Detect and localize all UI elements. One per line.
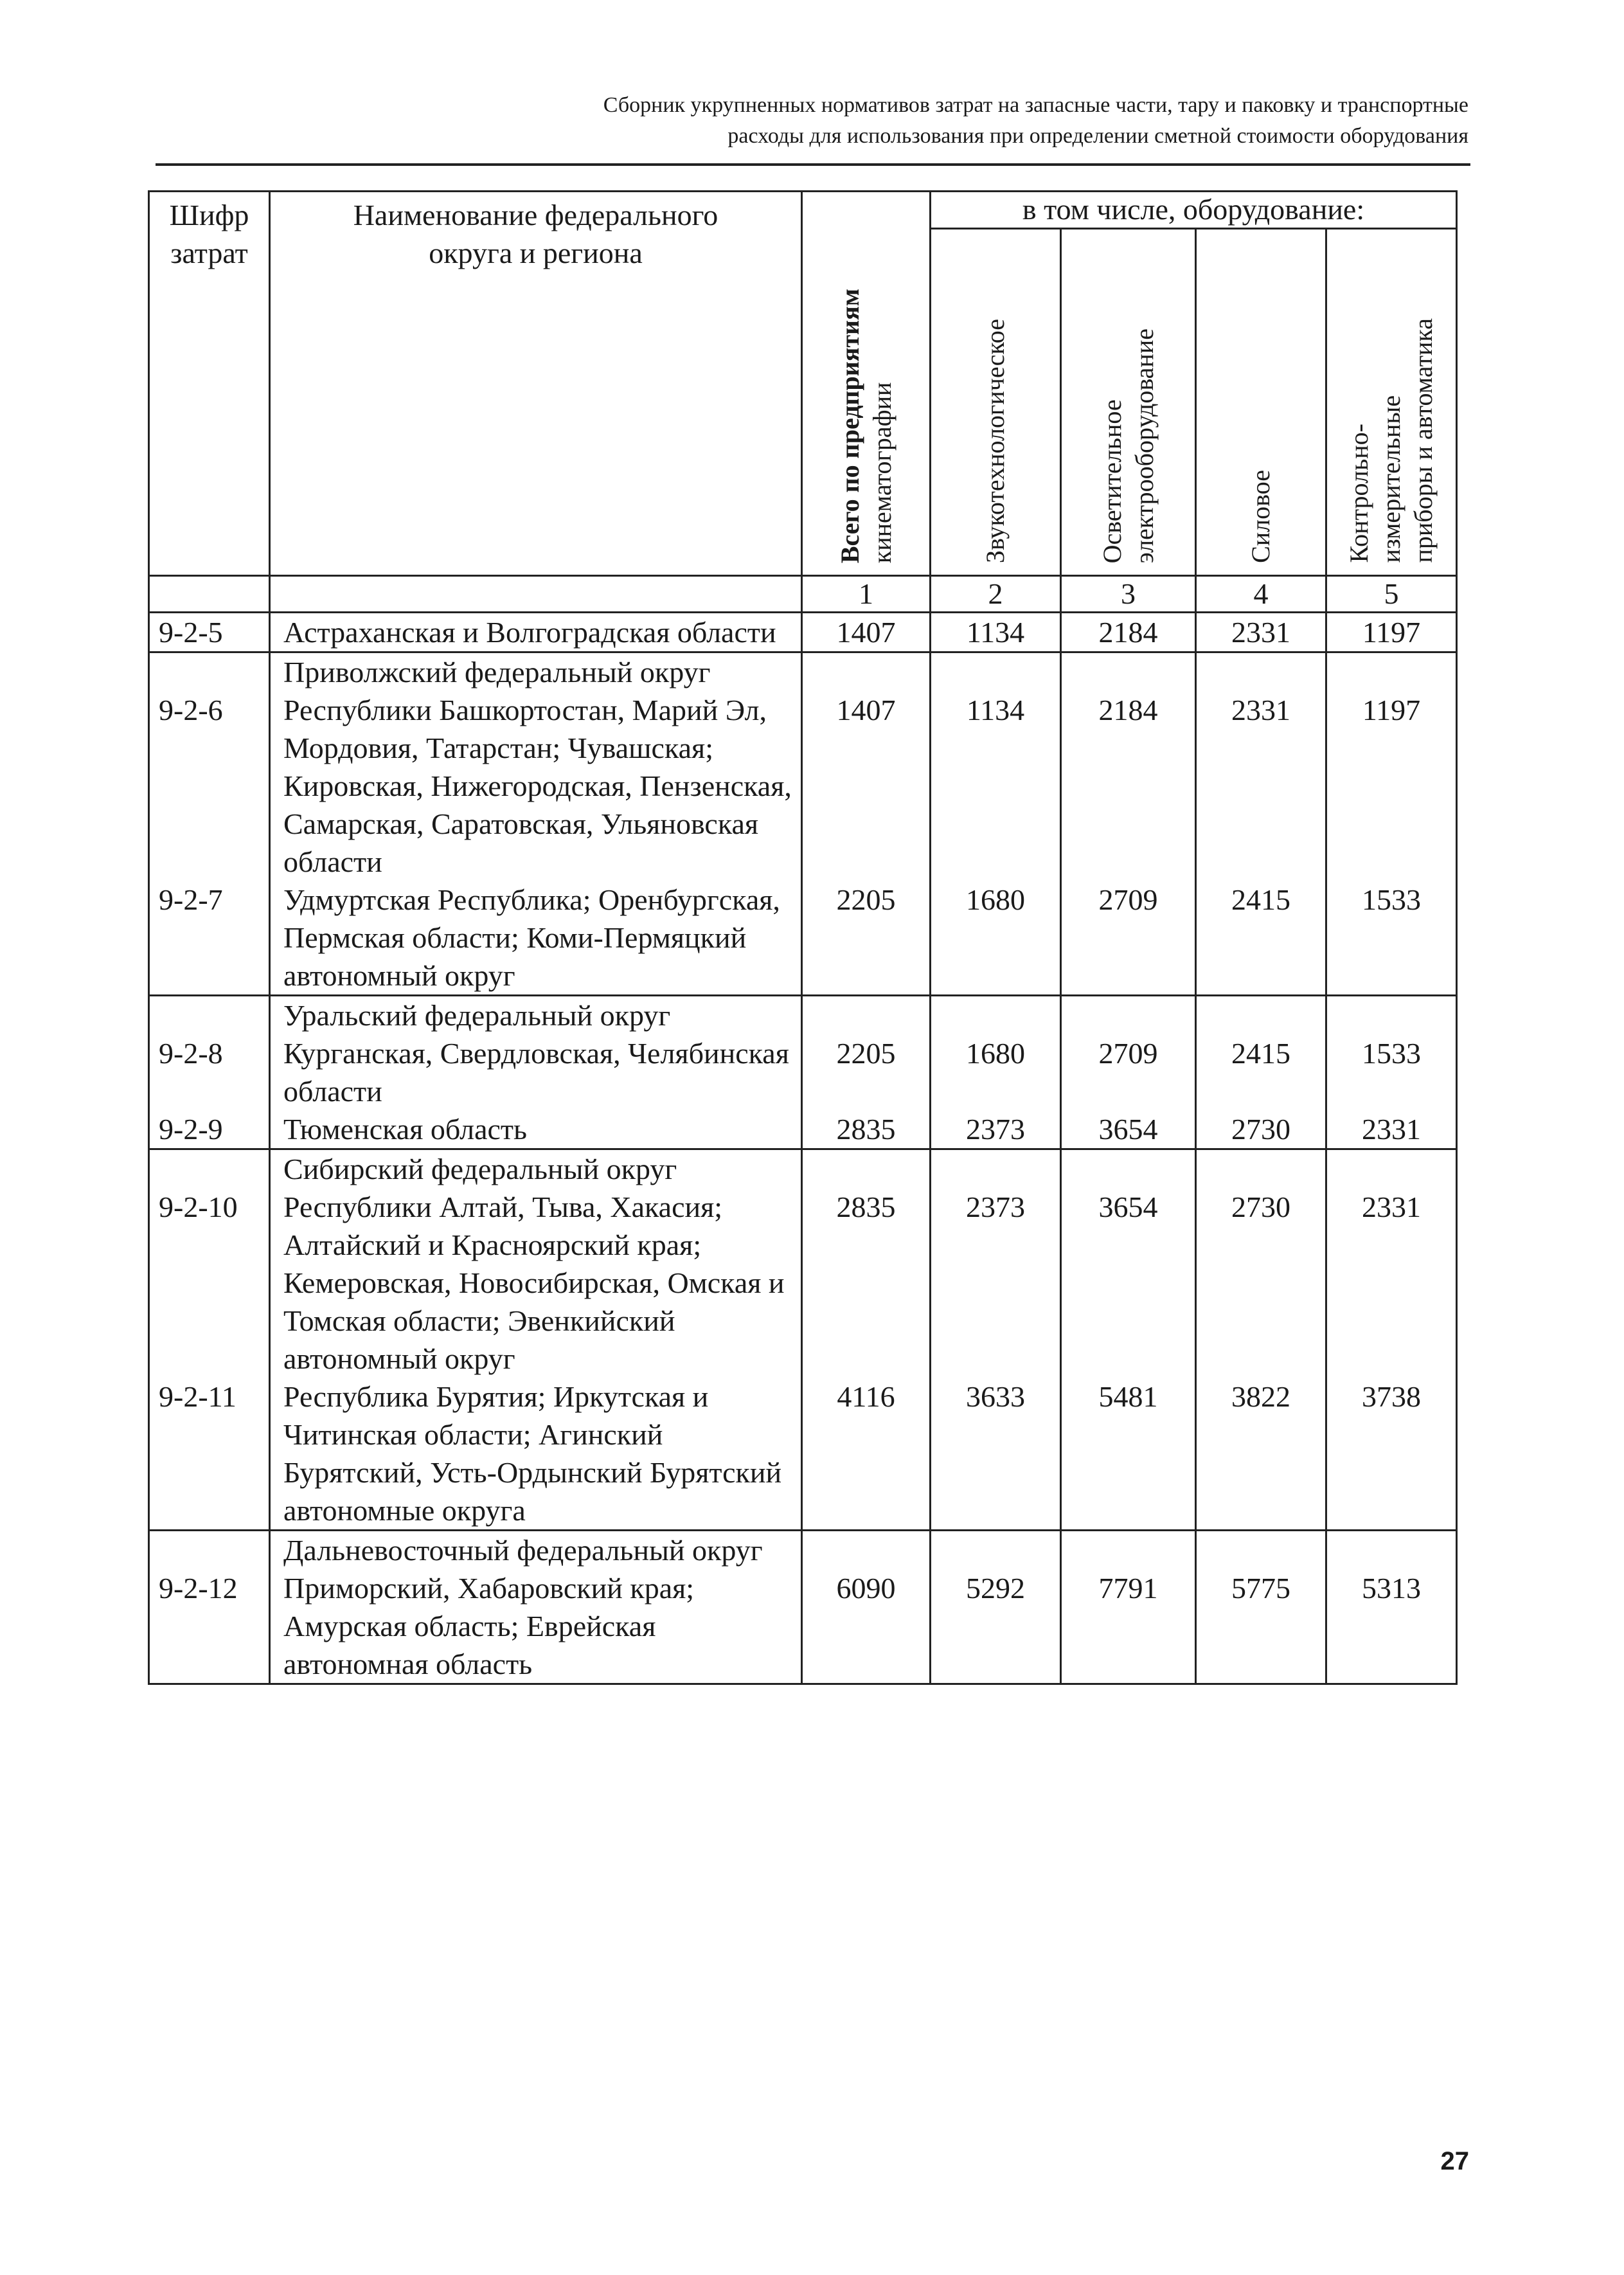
- value-lighting: 2709: [1061, 881, 1196, 996]
- value-power: 5775: [1196, 1569, 1326, 1684]
- district-title-row: [149, 652, 1457, 692]
- value-control: 1197: [1326, 691, 1457, 881]
- header-group: в том числе, оборудование:: [931, 192, 1457, 229]
- value-lighting: 7791: [1061, 1569, 1196, 1684]
- table-row: [149, 1188, 1457, 1378]
- row-name: Тюменская область: [270, 1110, 802, 1149]
- document-header: [450, 90, 1468, 152]
- row-code: 9-2-9: [149, 1110, 270, 1149]
- value-sound: 2373: [931, 1188, 1061, 1378]
- row-name: Республики Алтай, Тыва, Хакасия; Алтайский и Красноярский края; Кемеровская, Новосибирская, Омская и Томская области; Эвенкийский автономный округ: [270, 1188, 802, 1378]
- page-number: 27: [1440, 2147, 1469, 2175]
- value-lighting: 5481: [1061, 1378, 1196, 1531]
- header-sound: Звукотехнологическое: [931, 229, 1061, 576]
- value-sound: 5292: [931, 1569, 1061, 1684]
- column-number: 5: [1326, 576, 1457, 613]
- district-title: Сибирский федеральный округ: [270, 1149, 802, 1189]
- row-name: Республики Башкортостан, Марий Эл, Мордовия, Татарстан; Чувашская; Кировская, Нижегородская, Пензенская, Самарская, Саратовская, Ульяновская области: [270, 691, 802, 881]
- value-power: 2730: [1196, 1188, 1326, 1378]
- table-row: [149, 1378, 1457, 1531]
- value-lighting: 2709: [1061, 1034, 1196, 1110]
- header-line-2: расходы для использования при определении сметной стоимости оборудования: [727, 124, 1468, 148]
- row-code: 9-2-8: [149, 1034, 270, 1110]
- value-lighting: 2184: [1061, 613, 1196, 652]
- norms-table: [148, 190, 1458, 1685]
- table-row: [149, 1110, 1457, 1149]
- value-power: 2730: [1196, 1110, 1326, 1149]
- value-power: 2331: [1196, 691, 1326, 881]
- table-row: [149, 1034, 1457, 1110]
- row-code: 9-2-6: [149, 691, 270, 881]
- column-number-row: [149, 576, 1457, 613]
- value-total: 2835: [802, 1110, 931, 1149]
- column-number: 1: [802, 576, 931, 613]
- district-title-row: [149, 996, 1457, 1035]
- header-control: Контрольно- измерительные приборы и автоматика: [1326, 229, 1457, 576]
- value-sound: 1134: [931, 691, 1061, 881]
- value-total: 2205: [802, 1034, 931, 1110]
- table-header-row: [149, 192, 1457, 229]
- value-control: 1197: [1326, 613, 1457, 652]
- value-control: 5313: [1326, 1569, 1457, 1684]
- value-power: 3822: [1196, 1378, 1326, 1531]
- value-sound: 1680: [931, 881, 1061, 996]
- header-total: Всего по предприятиям кинематографии: [802, 192, 931, 576]
- value-sound: 2373: [931, 1110, 1061, 1149]
- row-code: 9-2-7: [149, 881, 270, 996]
- column-number: 2: [931, 576, 1061, 613]
- row-name: Приморский, Хабаровский края; Амурская область; Еврейская автономная область: [270, 1569, 802, 1684]
- row-code: 9-2-12: [149, 1569, 270, 1684]
- value-power: 2415: [1196, 881, 1326, 996]
- value-total: 4116: [802, 1378, 931, 1531]
- value-sound: 1134: [931, 613, 1061, 652]
- value-total: 1407: [802, 691, 931, 881]
- value-power: 2331: [1196, 613, 1326, 652]
- value-total: 1407: [802, 613, 931, 652]
- district-title-row: [149, 1149, 1457, 1189]
- district-title-row: [149, 1531, 1457, 1570]
- value-control: 1533: [1326, 881, 1457, 996]
- table-row: [149, 691, 1457, 881]
- row-name: Астраханская и Волгоградская области: [270, 613, 802, 652]
- value-power: 2415: [1196, 1034, 1326, 1110]
- value-total: 2835: [802, 1188, 931, 1378]
- table-row: [149, 613, 1457, 652]
- table-row: [149, 881, 1457, 996]
- district-title: Уральский федеральный округ: [270, 996, 802, 1035]
- value-total: 6090: [802, 1569, 931, 1684]
- row-code: 9-2-11: [149, 1378, 270, 1531]
- row-name: Республика Бурятия; Иркутская и Читинская области; Агинский Бурятский, Усть-Ордынский Бурятский автономные округа: [270, 1378, 802, 1531]
- value-lighting: 3654: [1061, 1188, 1196, 1378]
- value-total: 2205: [802, 881, 931, 996]
- value-lighting: 2184: [1061, 691, 1196, 881]
- value-sound: 3633: [931, 1378, 1061, 1531]
- table-row: [149, 1569, 1457, 1684]
- value-control: 1533: [1326, 1034, 1457, 1110]
- header-power: Силовое: [1196, 229, 1326, 576]
- header-lighting: Осветительное электрооборудование: [1061, 229, 1196, 576]
- header-line-1: Сборник укрупненных нормативов затрат на запасные части, тару и паковку и транспортные: [603, 93, 1468, 117]
- value-control: 2331: [1326, 1110, 1457, 1149]
- value-control: 3738: [1326, 1378, 1457, 1531]
- value-lighting: 3654: [1061, 1110, 1196, 1149]
- value-sound: 1680: [931, 1034, 1061, 1110]
- row-code: 9-2-10: [149, 1188, 270, 1378]
- column-number: 4: [1196, 576, 1326, 613]
- column-number: 3: [1061, 576, 1196, 613]
- district-title: Дальневосточный федеральный округ: [270, 1531, 802, 1570]
- header-code: Шифр затрат: [149, 192, 270, 576]
- row-name: Удмуртская Республика; Оренбургская, Пермская области; Коми-Пермяцкий автономный округ: [270, 881, 802, 996]
- district-title: Приволжский федеральный округ: [270, 652, 802, 692]
- row-code: 9-2-5: [149, 613, 270, 652]
- row-name: Курганская, Свердловская, Челябинская области: [270, 1034, 802, 1110]
- value-control: 2331: [1326, 1188, 1457, 1378]
- header-rule: [156, 163, 1470, 166]
- header-name: Наименование федерального округа и региона: [270, 192, 802, 576]
